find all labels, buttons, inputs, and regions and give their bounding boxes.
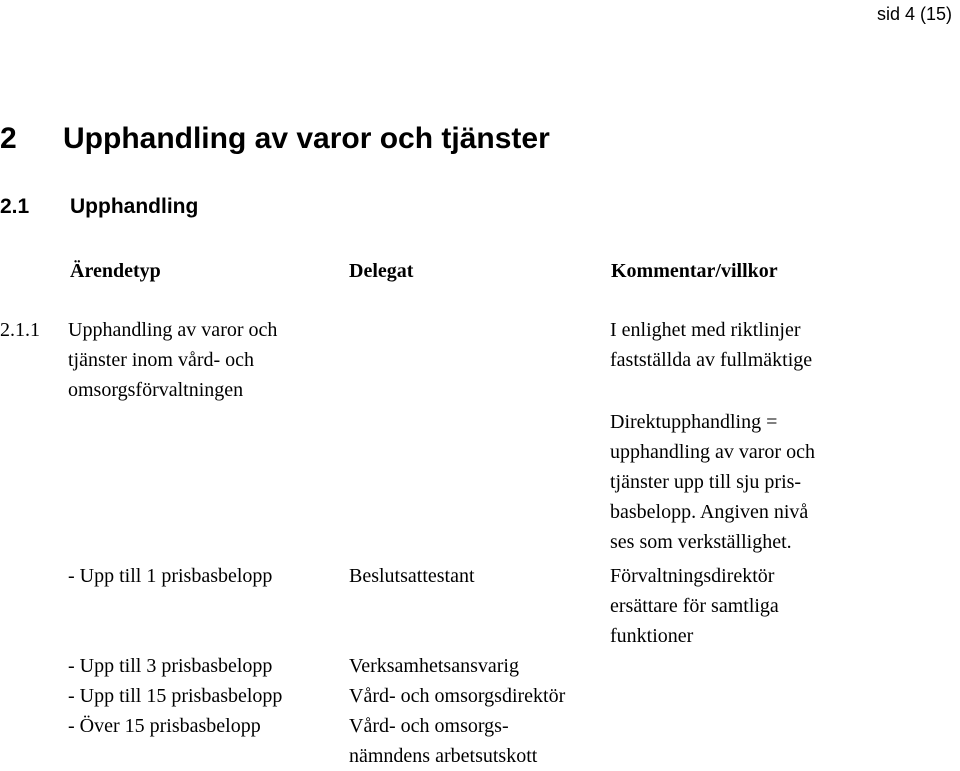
heading-1-number: 2: [0, 122, 17, 155]
item-type-line: omsorgsförvaltningen: [68, 379, 244, 401]
row-delegate-line: Vård- och omsorgsdirektör: [349, 685, 566, 707]
item-comment-text: [610, 315, 812, 375]
item-type-text: [68, 315, 277, 405]
row-type: - Upp till 1 prisbasbelopp: [68, 565, 273, 587]
row-comment-line: Förvaltningsdirektör: [610, 565, 775, 587]
row-type: - Upp till 3 prisbasbelopp: [68, 655, 273, 677]
row-comment: [610, 561, 779, 651]
column-header-type: Ärendetyp: [70, 260, 161, 282]
column-header-comment: Kommentar/villkor: [611, 260, 778, 282]
row-delegate: [349, 651, 519, 681]
row-delegate-line: Beslutsattestant: [349, 565, 475, 587]
note-line: ses som verkställighet.: [610, 531, 792, 553]
heading-1-title: Upphandling av varor och tjänster: [63, 122, 550, 155]
row-delegate-line: nämndens arbetsutskott: [349, 745, 538, 767]
row-delegate: [349, 561, 475, 591]
item-type-line: tjänster inom vård- och: [68, 349, 255, 371]
row-delegate: [349, 681, 565, 711]
note-line: basbelopp. Angiven nivå: [610, 501, 809, 523]
direct-procurement-note: [610, 407, 815, 557]
note-line: upphandling av varor och: [610, 441, 815, 463]
note-line: Direktupphandling =: [610, 411, 778, 433]
item-type-line: Upphandling av varor och: [68, 319, 278, 341]
row-type: - Över 15 prisbasbelopp: [68, 715, 261, 737]
heading-2-title: Upphandling: [70, 195, 199, 218]
page-number: sid 4 (15): [876, 4, 952, 24]
item-comment-line: I enlighet med riktlinjer: [610, 319, 801, 341]
note-line: tjänster upp till sju pris-: [610, 471, 802, 493]
heading-2-number: 2.1: [0, 195, 30, 218]
column-header-delegate: Delegat: [349, 260, 414, 282]
row-comment-line: funktioner: [610, 625, 694, 647]
row-comment-line: ersättare för samtliga: [610, 595, 779, 617]
row-type: - Upp till 15 prisbasbelopp: [68, 685, 283, 707]
item-comment-line: fastställda av fullmäktige: [610, 349, 813, 371]
item-number: 2.1.1: [0, 319, 40, 341]
row-delegate-line: Verksamhetsansvarig: [349, 655, 519, 677]
row-delegate: [349, 711, 537, 771]
row-delegate-line: Vård- och omsorgs-: [349, 715, 509, 737]
